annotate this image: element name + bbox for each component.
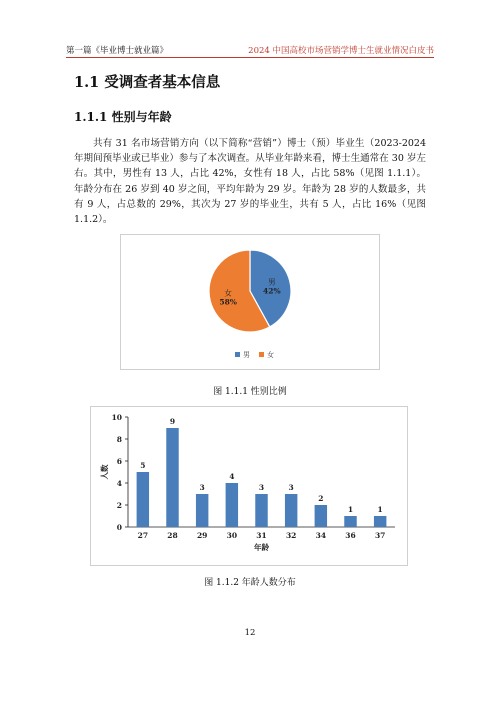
bar-data-label: 1 xyxy=(347,505,354,514)
bar-28 xyxy=(166,428,178,527)
pie-chart-frame xyxy=(120,234,380,370)
gender-pie-chart xyxy=(121,235,379,369)
bar-caption: 图 1.1.2 年龄人数分布 xyxy=(204,578,296,588)
pie-label-name: 女 xyxy=(224,288,232,298)
header-rule xyxy=(66,57,434,58)
bar-34 xyxy=(315,505,327,527)
y-tick-label: 0 xyxy=(116,523,122,532)
x-tick-label: 27 xyxy=(137,531,149,540)
bar-chart-frame xyxy=(90,406,408,566)
bar-36 xyxy=(344,516,356,527)
bar-data-label: 3 xyxy=(288,483,294,492)
x-tick-label: 36 xyxy=(345,531,356,540)
bar-data-label: 3 xyxy=(258,483,265,492)
y-axis-label: 人数 xyxy=(100,464,109,480)
bar-30 xyxy=(226,483,238,527)
bar-data-label: 1 xyxy=(377,505,383,514)
pie-label-value: 42% xyxy=(263,286,281,296)
legend-swatch xyxy=(235,352,240,357)
pie-caption: 图 1.1.1 性别比例 xyxy=(213,387,287,397)
bar-29 xyxy=(196,494,208,527)
bar-data-label: 5 xyxy=(140,461,146,470)
y-tick-label: 6 xyxy=(116,457,122,466)
x-tick-label: 29 xyxy=(196,531,208,540)
pie-label-name: 男 xyxy=(268,277,276,287)
running-header-left: 第一篇《毕业博士就业篇》 xyxy=(66,46,169,56)
x-axis-label: 年龄 xyxy=(254,543,269,552)
x-tick-label: 31 xyxy=(256,531,267,540)
y-tick-label: 10 xyxy=(111,413,122,422)
running-header-right: 2024 中国高校市场营销学博士生就业情况白皮书 xyxy=(248,46,434,56)
age-bar-chart xyxy=(91,407,407,565)
page-number: 12 xyxy=(244,628,256,638)
legend-label: 男 xyxy=(243,351,250,359)
x-tick-label: 28 xyxy=(167,531,178,540)
y-tick-label: 2 xyxy=(116,501,122,510)
bar-37 xyxy=(374,516,386,527)
pie-label-value: 58% xyxy=(219,297,237,307)
subsection-title: 1.1.1 性别与年龄 xyxy=(74,110,172,124)
body-paragraph: 共有 31 名市场营销方向（以下简称“营销”）博士（预）毕业生（2023-2024 年期间预毕业或已毕业）参与了本次调查。从毕业年龄来看，博士生通常在 30 岁左右。其中，男性有 13 人，占比 42%，女性有 18 人，占比 58%（见图 1.1.1）。年龄分布在 26 岁到 40 岁之间，平均年龄为 29 岁。年龄为 28 岁的人数最多，共有 9 人，占总数的 29%，其次为 27 岁的毕业生，共有 5 人，占比 16%（见图 1.1.2）。 xyxy=(74,138,426,226)
section-title: 1.1 受调查者基本信息 xyxy=(74,74,221,91)
bar-data-label: 3 xyxy=(199,483,205,492)
x-tick-label: 37 xyxy=(374,531,386,540)
y-tick-label: 8 xyxy=(116,435,122,444)
bar-data-label: 9 xyxy=(169,417,176,426)
x-tick-label: 30 xyxy=(226,531,238,540)
bar-27 xyxy=(137,472,149,527)
bar-32 xyxy=(285,494,297,527)
bar-data-label: 4 xyxy=(229,472,235,481)
legend-swatch xyxy=(259,352,264,357)
y-tick-label: 4 xyxy=(116,479,122,488)
x-tick-label: 34 xyxy=(315,531,327,540)
bar-data-label: 2 xyxy=(318,494,324,503)
legend-label: 女 xyxy=(267,351,274,359)
x-tick-label: 32 xyxy=(285,531,297,540)
bar-31 xyxy=(255,494,267,527)
